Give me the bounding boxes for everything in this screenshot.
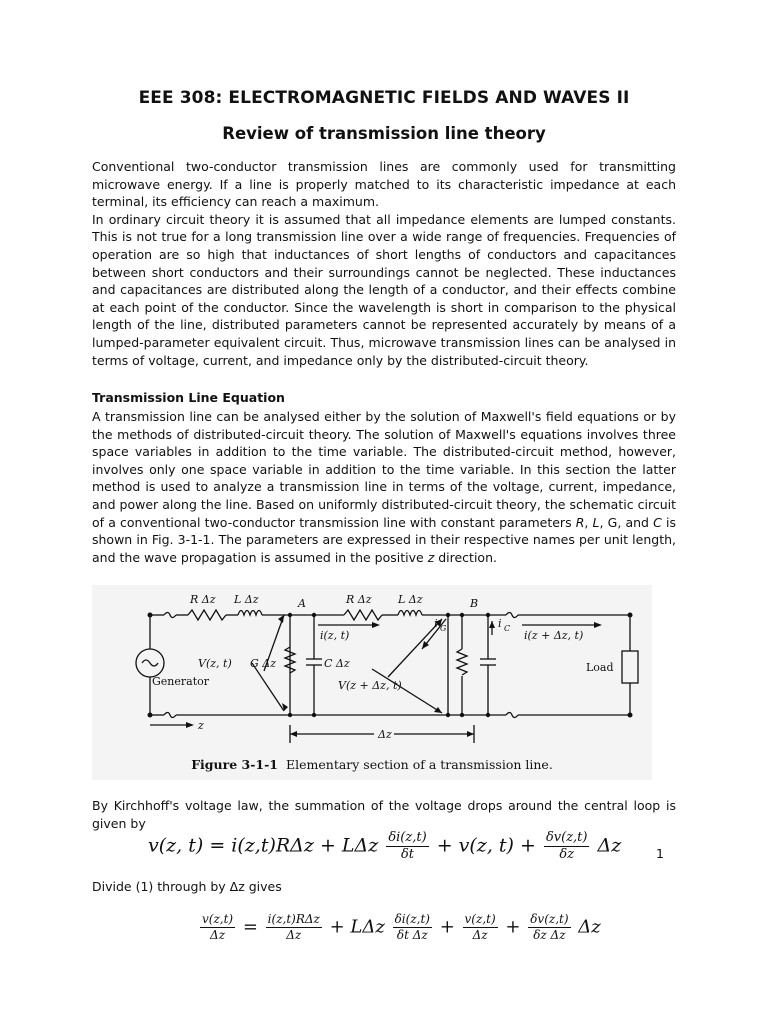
ig-label: i xyxy=(434,617,438,630)
para-text: is shown in Fig. 3-1-1. The parameters are expressed in their respective names per unit length, and the wave propagation is assumed in the positive xyxy=(92,514,676,565)
label-r-dz: R Δz xyxy=(346,593,372,606)
divide-paragraph: Divide (1) through by Δz gives xyxy=(92,879,282,894)
caption-text: Elementary section of a transmission line. xyxy=(286,757,553,772)
circuit-diagram xyxy=(92,585,652,780)
numerator: i(z,t)RΔz xyxy=(267,912,320,926)
label-l-dz: L Δz xyxy=(234,593,259,606)
param-c: C xyxy=(653,514,662,530)
denominator: δt xyxy=(400,847,415,862)
fraction xyxy=(386,830,428,863)
dz-label: Δz xyxy=(378,728,392,741)
denominator: Δz xyxy=(210,928,226,942)
denominator: δz xyxy=(559,847,575,862)
fraction xyxy=(393,912,432,943)
ig-subscript: G xyxy=(440,624,447,633)
label-l-dz: L Δz xyxy=(398,593,423,606)
intro-paragraph: Conventional two-conductor transmission lines are commonly used for transmitting microwave energy. If a line is properly matched to its characteristic impedance at each terminal, its efficiency can reach a maximum. xyxy=(92,159,676,210)
section-heading: Transmission Line Equation xyxy=(92,390,285,405)
c-label: C Δz xyxy=(324,657,350,670)
g-label: G Δz xyxy=(250,657,277,670)
para-text: , xyxy=(584,514,593,530)
fraction xyxy=(463,912,498,943)
denominator: Δz xyxy=(472,928,488,942)
load-label: Load xyxy=(586,661,614,674)
eq-term: Δz xyxy=(597,834,622,857)
numerator: δi(z,t) xyxy=(394,912,430,926)
voltage-label: V(z, t) xyxy=(198,657,232,670)
para-text: direction. xyxy=(434,549,497,565)
equation-2 xyxy=(198,912,601,943)
eq-term: + v(z, t) + xyxy=(436,834,536,857)
numerator: δv(z,t) xyxy=(545,830,588,845)
eq-term: = xyxy=(242,916,258,938)
label-r-dz: R Δz xyxy=(190,593,216,606)
eq-term: + xyxy=(505,916,521,938)
eq-term: Δz xyxy=(578,916,601,938)
numerator: v(z,t) xyxy=(202,912,234,926)
equation-number: 1 xyxy=(656,846,664,861)
figure-caption xyxy=(92,757,652,772)
denominator: δt Δz xyxy=(396,928,428,942)
current-label: i(z, t) xyxy=(320,629,350,642)
node-b-label: B xyxy=(470,597,479,610)
document-title: Review of transmission line theory xyxy=(222,124,546,143)
kvl-paragraph: By Kirchhoff's voltage law, the summation of the voltage drops around the central loop is given by xyxy=(92,798,676,831)
ic-label: i xyxy=(498,617,502,630)
numerator: v(z,t) xyxy=(464,912,496,926)
eq-term: + LΔz xyxy=(329,916,385,938)
z-label: z xyxy=(198,719,204,732)
param-r: R xyxy=(575,514,585,530)
equation-1 xyxy=(148,830,621,874)
para-text: , G, and xyxy=(599,514,654,530)
circuit-figure xyxy=(92,585,652,780)
generator-label: Generator xyxy=(152,675,210,688)
voltage-next-label: V(z + Δz, t) xyxy=(338,679,402,692)
eq-term: + xyxy=(439,916,455,938)
caption-label: Figure 3-1-1 xyxy=(191,757,278,772)
intro-section xyxy=(92,158,676,369)
section-paragraph xyxy=(92,408,676,566)
denominator: δz Δz xyxy=(533,928,566,942)
numerator: δi(z,t) xyxy=(388,830,427,845)
fraction xyxy=(528,912,570,943)
eq-term: v(z, t) = i(z,t)RΔz + LΔz xyxy=(148,834,379,857)
node-a-label: A xyxy=(298,597,306,610)
param-z: z xyxy=(427,549,435,565)
current-next-label: i(z + Δz, t) xyxy=(524,629,584,642)
intro-paragraph: In ordinary circuit theory it is assumed that all impedance elements are lumped constants. This is not true for a long transmission line over a wide range of frequencies. Frequencies of operation are so high that inductances of short lengths of conductors and capacitances between short conductors and their surroundings cannot be neglected. These inductances and capacitances are distributed along the length of a conductor, and their effects combine at each point of the conductor. Since the wavelength is short in comparison to the physical length of the line, distributed parameters cannot be represented accurately by means of a lumped-parameter equivalent circuit. Thus, microwave transmission lines can be analysed in terms of voltage, current, and impedance only by the distributed-circuit theory. xyxy=(92,211,676,368)
course-title: EEE 308: ELECTROMAGNETIC FIELDS AND WAVES II xyxy=(138,88,630,108)
denominator: Δz xyxy=(286,928,302,942)
fraction xyxy=(266,912,322,943)
ic-subscript: C xyxy=(504,624,511,633)
param-l: L xyxy=(592,514,600,530)
fraction xyxy=(544,830,590,863)
numerator: δv(z,t) xyxy=(530,912,569,926)
fraction xyxy=(200,912,235,943)
para-text: A transmission line can be analysed either by the solution of Maxwell's field equations or by the methods of distributed-circuit theory. The solution of Maxwell's equations involves three space variables in addition to the time variable. The distributed-circuit method, however, involves only one space variable in addition to the time variable. In this section the latter method is used to analyze a transmission line in terms of the voltage, current, impedance, and power along the line. Based on uniformly distributed-circuit theory, the schematic circuit of a conventional two-conductor transmission line with constant parameters xyxy=(92,409,676,530)
